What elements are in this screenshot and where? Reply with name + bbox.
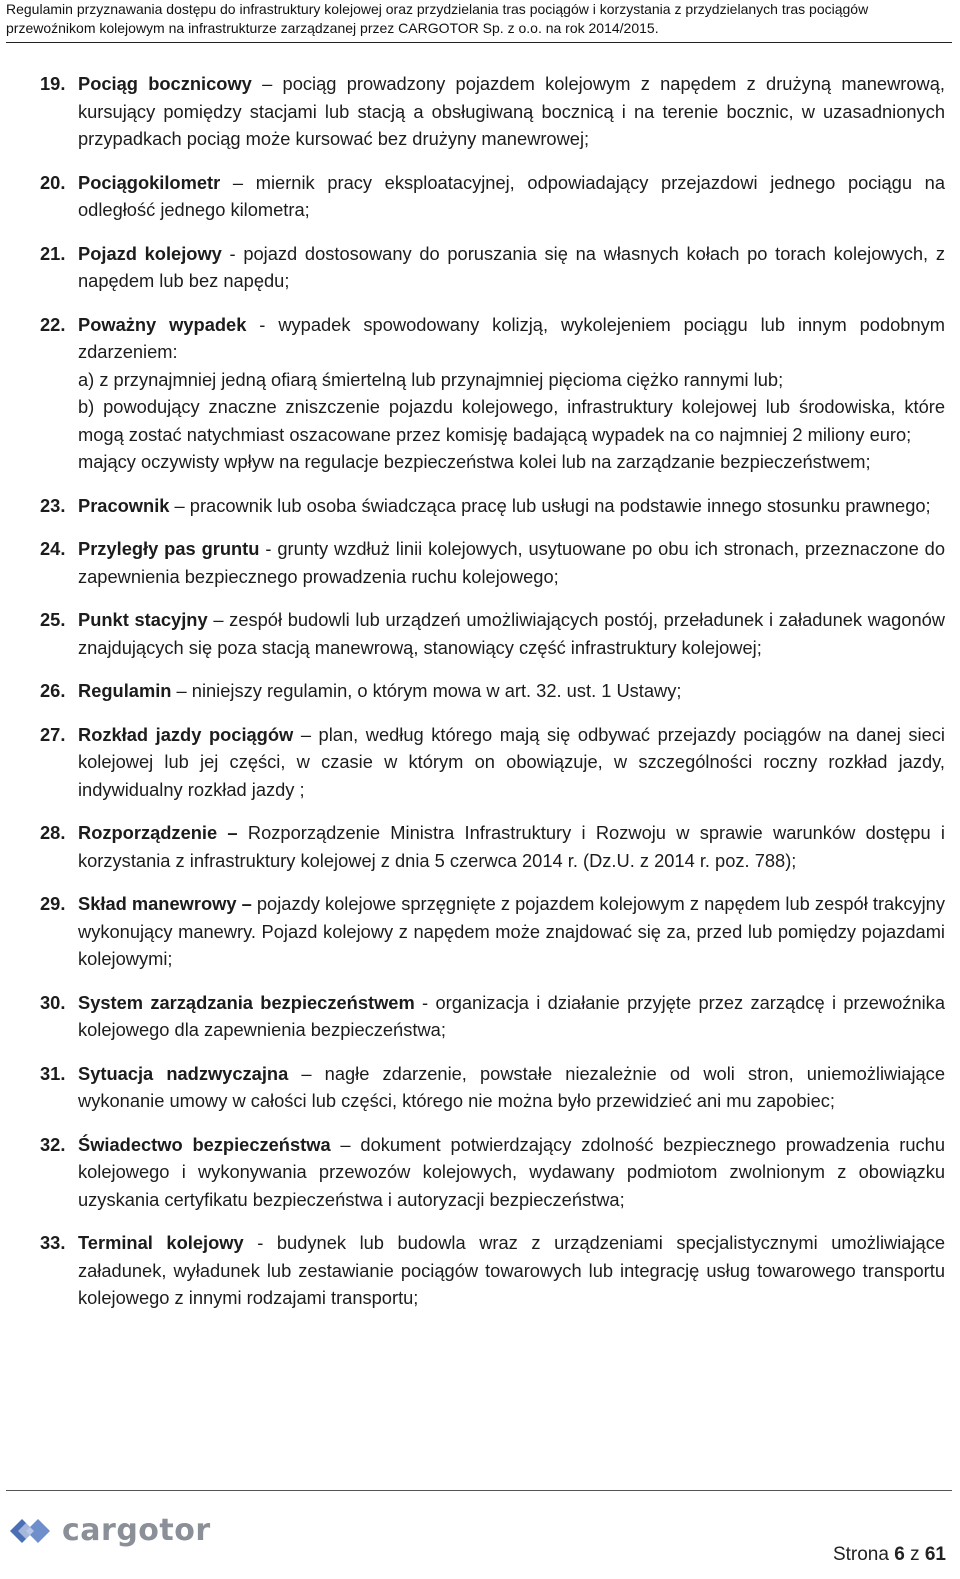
definition-item-27 [40, 721, 945, 804]
page-total: 61 [924, 1544, 946, 1565]
item-number: 28. [40, 822, 66, 843]
definition-item-24 [40, 535, 945, 590]
page-number [833, 1544, 946, 1566]
definition-item-31 [40, 1060, 945, 1115]
document-header [6, 0, 952, 43]
item-number: 27. [40, 723, 66, 745]
definition-term: Rozkład jazdy pociągów [78, 723, 294, 745]
definition-item-28 [40, 819, 945, 874]
definition-term: Sytuacja nadzwyczajna [78, 1062, 289, 1084]
definition-term: Pojazd kolejowy [78, 242, 222, 264]
definition-text: – nagłe zdarzenie, powstałe niezależnie od woli stron, uniemożliwiające wykonanie umowy w całości lub części, którego nie można było przewidzieć ani mu zapobiec; [78, 1062, 945, 1111]
definition-text: – miernik pracy eksploatacyjnej, odpowiadający przejazdowi jednego pociągu na odległość jednego kilometra; [78, 171, 945, 220]
definition-term: System zarządzania bezpieczeństwem [78, 991, 415, 1013]
definition-item-23 [40, 492, 945, 520]
item-number: 32. [40, 1133, 66, 1155]
definition-text: - wypadek spowodowany kolizją, wykolejeniem pociągu lub innym podobnym zdarzeniem: [78, 313, 945, 362]
item-number: 23. [40, 494, 66, 516]
definition-term: Regulamin [78, 680, 172, 701]
item-number: 24. [40, 538, 66, 559]
page-prefix: Strona [832, 1544, 895, 1565]
definition-term: Pracownik [78, 494, 170, 516]
subpoint-b: b) powodujący znaczne zniszczenie pojazdu kolejowego, infrastruktury kolejowej lub środowiska, które mogą zostać natychmiast oszacowane przez komisję badającą wypadek na co najmniej 2 miliony euro; [78, 396, 945, 445]
definition-text: – pracownik lub osoba świadcząca pracę lub usługi na podstawie innego stosunku prawnego; [169, 494, 931, 516]
definition-item-26 [40, 677, 945, 705]
definition-text: - organizacja i działanie przyjęte przez zarządcę i przewoźnika kolejowego dla zapewnienia bezpieczeństwa; [78, 991, 945, 1040]
definition-text: Rozporządzenie Ministra Infrastruktury i Rozwoju w sprawie warunków dostępu i korzystania z infrastruktury kolejowej z dnia 5 czerwca 2014 r. (Dz.U. z 2014 r. poz. 788); [78, 822, 945, 871]
definition-text: – plan, według którego mają się odbywać przejazdy pociągów na danej sieci kolejowej lub jej części, w czasie w którym on obowiązuje, w szczególności roczny rozkład jazdy, indywidualny rozkład jazdy ; [78, 723, 945, 800]
definition-item-21 [40, 240, 945, 295]
definition-term: Poważny wypadek [78, 313, 247, 335]
header-line-1: Regulamin przyznawania dostępu do infrastruktury kolejowej oraz przydzielania tras pociągów i korzystania z przydzielanych tras pociągów [6, 1, 869, 17]
definition-item-32 [40, 1131, 945, 1214]
definition-item-19 [40, 70, 945, 153]
definition-text: - pojazd dostosowany do poruszania się na własnych kołach po torach kolejowych, z napędem lub bez napędu; [78, 242, 945, 291]
page-sep: z [904, 1544, 925, 1565]
item-number: 22. [40, 313, 66, 335]
definition-term: Pociąg bocznicowy [78, 73, 252, 94]
definition-item-22 [40, 311, 945, 476]
definition-term: Rozporządzenie – [78, 822, 238, 843]
item-number: 25. [40, 609, 66, 630]
item-number: 21. [40, 242, 66, 264]
definition-text: - budynek lub budowla wraz z urządzeniami specjalistycznymi umożliwiające załadunek, wyładunek lub zestawianie pociągów towarowych lub integrację usług towarowego transportu kolejowego z innymi rodzajami transportu; [78, 1232, 946, 1308]
item-number: 20. [40, 171, 66, 193]
definition-item-29 [40, 890, 945, 973]
definition-text: - grunty wzdłuż linii kolejowych, usytuowane po obu ich stronach, przeznaczone do zapewnienia bezpiecznego prowadzenia ruchu kolejowego; [78, 538, 945, 587]
definition-text: – niniejszy regulamin, o którym mowa w art. 32. ust. 1 Ustawy; [171, 680, 682, 701]
subpoint-c: mający oczywisty wpływ na regulacje bezpieczeństwa kolei lub na zarządzanie bezpieczeństwem; [78, 451, 871, 472]
definition-item-25 [40, 606, 945, 661]
header-line-2: przewoźnikom kolejowym na infrastrukturze zarządzanej przez CARGOTOR Sp. z o.o. na rok 2014/2015. [6, 20, 659, 36]
definition-text: – pociąg prowadzony pojazdem kolejowym z napędem z drużyną manewrową, kursujący pomiędzy stacjami lub stacją a obsługiwaną bocznicą i na terenie bocznic, w uzasadnionych przypadkach pociąg może kursować bez drużyny manewrowej; [78, 73, 945, 149]
item-number: 33. [40, 1232, 66, 1253]
item-number: 26. [40, 680, 66, 701]
definition-item-30 [40, 989, 945, 1044]
item-number: 19. [40, 73, 66, 94]
footer-divider [6, 1490, 952, 1491]
definitions-list [40, 70, 945, 1328]
definition-term: Skład manewrowy – [78, 893, 252, 914]
definition-item-20 [40, 169, 945, 224]
item-number: 29. [40, 893, 66, 914]
cargotor-logo [8, 1507, 223, 1551]
item-number: 31. [40, 1062, 66, 1084]
item-number: 30. [40, 991, 66, 1013]
logo-wordmark: cargotor [62, 1513, 211, 1548]
subpoint-a: a) z przynajmniej jedną ofiarą śmiertelną lub przynajmniej pięcioma ciężko rannymi lub; [78, 368, 784, 390]
logo-mark-icon [10, 1519, 50, 1543]
page-current: 6 [894, 1544, 905, 1565]
definition-term: Punkt stacyjny [78, 609, 208, 630]
definition-term: Przyległy pas gruntu [78, 538, 260, 559]
definition-text: pojazdy kolejowe sprzęgnięte z pojazdem kolejowym z napędem lub zespół trakcyjny wykonujący manewry. Pojazd kolejowy z napędem może znajdować się za, przed lub pomiędzy pojazdami kolejowymi; [78, 893, 945, 969]
definition-text: – dokument potwierdzający zdolność bezpiecznego prowadzenia ruchu kolejowego i wykonywania przewozów kolejowych, wydawany podmiotom zwolnionym z obowiązku uzyskania certyfikatu bezpieczeństwa i autoryzacji bezpieczeństwa; [78, 1133, 945, 1210]
definition-term: Terminal kolejowy [78, 1232, 244, 1253]
definition-term: Świadectwo bezpieczeństwa [78, 1133, 331, 1155]
definition-item-33 [40, 1229, 945, 1312]
definition-text: – zespół budowli lub urządzeń umożliwiających postój, przeładunek i załadunek wagonów znajdujących się poza stacją manewrową, stanowiący część infrastruktury kolejowej; [78, 609, 945, 658]
definition-term: Pociągokilometr [78, 171, 221, 193]
